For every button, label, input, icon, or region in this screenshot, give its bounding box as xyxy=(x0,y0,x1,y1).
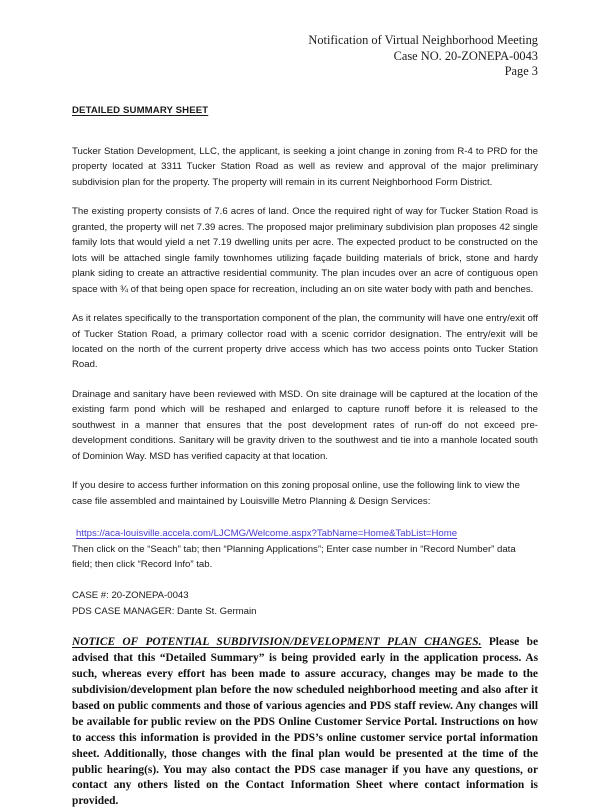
case-info-block xyxy=(72,588,538,619)
spacer xyxy=(72,619,538,635)
spacer xyxy=(72,509,538,523)
paragraph-portal-instructions: Then click on the “Seach” tab; then “Planning Applications”; Enter case number in “Record Number” data field; then click “Record Info” tab. xyxy=(72,543,516,570)
case-number: CASE #: 20-ZONEPA-0043 xyxy=(72,590,189,602)
accela-portal-link[interactable]: https://aca-louisville.accela.com/LJCMG/Welcome.aspx?TabName=Home&TabList=Home xyxy=(76,528,458,540)
paragraph-property-details: The existing property consists of 7.6 acres of land. Once the required right of way for Tucker Station Road is granted, the property will net 7.39 acres. The proposed major preliminary subdivision plan proposes 42 single family lots that would yield a net 7.19 dwelling units per acre. The expected product to be constructed on the lots will be attached single family townhomes utilizing façade building materials of brick, stone and hardy plank siding to create an attractive residential community. The plan incudes over an acre of contiguous open space with ¾ of that being open space for recreation, including an on site water body with path and benches. xyxy=(72,206,538,295)
spacer xyxy=(72,130,538,144)
header-title-line: Notification of Virtual Neighborhood Meeting xyxy=(308,33,538,47)
section-title-wrapper xyxy=(72,100,538,130)
paragraph-drainage-sanitary: Drainage and sanitary have been reviewed with MSD. On site drainage will be captured at the location of the existing farm pond which will be reshaped and enlarged to capture runoff before it is released to the southwest in a manner that ensures that the post development rates of run-off do not exceed pre-development conditions. Sanitary will be gravity driven to the southwest and tie into a manhole located south of Dominion Way. MSD has verified capacity at that location. xyxy=(72,388,538,462)
paragraph-online-access: If you desire to access further information on this zoning proposal online, use the following link to view the case file assembled and maintained by Louisville Metro Planning & Design Services: xyxy=(72,480,520,507)
paragraph-transportation: As it relates specifically to the transportation component of the plan, the community will have one entry/exit off of Tucker Station Road, a primary collector road with a scenic corridor designation. The entry/exit will be located on the north of the current property drive access which has two access points onto Tucker Station Road. xyxy=(72,313,538,371)
case-manager: PDS CASE MANAGER: Dante St. Germain xyxy=(72,605,257,617)
notice-body: Please be advised that this “Detailed Summary” is being provided early in the application process. As such, whereas every effort has been made to assure accuracy, changes may be made to the subdivision/development plan before the now scheduled neighborhood meeting and also after it based on public comments and those of various agencies and PDS staff review. Any changes will be available for public review on the PDS Online Customer Service Portal. Instructions on how to access this information is provided in the PDS’s online customer service portal information sheet. Additionally, those changes with the final plan would be presented at the time of the public hearing(s). You may also contact the PDS case manager if you have any questions, or contact any others listed on the Contact Information Sheet where contact information is provided. xyxy=(72,636,538,808)
header-page-number-line: Page 3 xyxy=(504,64,538,78)
notice-heading: NOTICE OF POTENTIAL SUBDIVISION/DEVELOPMENT PLAN CHANGES. xyxy=(72,636,482,649)
page-title: DETAILED SUMMARY SHEET xyxy=(72,105,209,116)
document-body xyxy=(72,100,538,810)
header-case-number-line: Case NO. 20-ZONEPA-0043 xyxy=(393,48,538,63)
document-header xyxy=(72,33,538,80)
paragraph-zoning-request: Tucker Station Development, LLC, the applicant, is seeking a joint change in zoning from R-4 to PRD for the property located at 3311 Tucker Station Road as well as review and approval of the major preliminary subdivision plan for the property. The property will remain in its current Neighborhood Form District. xyxy=(72,146,538,188)
spacer xyxy=(72,572,538,588)
external-link-row[interactable] xyxy=(76,523,538,541)
